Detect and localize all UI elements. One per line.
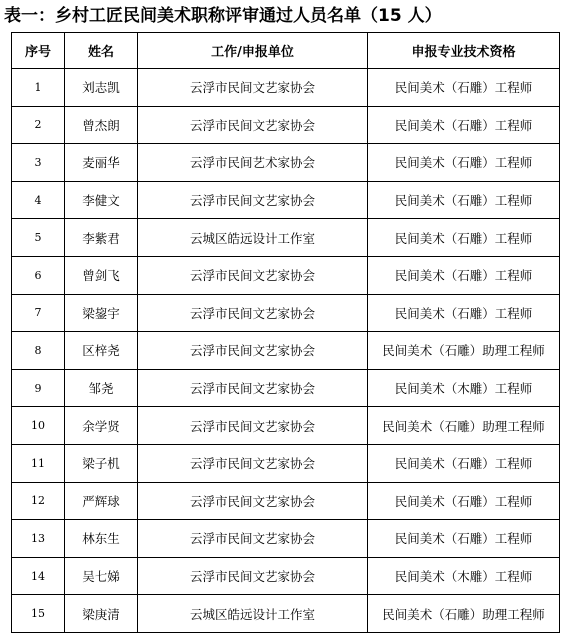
table-row — [12, 69, 560, 107]
cell-unit: 云浮市民间文艺家协会 — [138, 557, 368, 595]
cell-name: 曾剑飞 — [65, 256, 138, 294]
table-row — [12, 294, 560, 332]
table-row — [12, 595, 560, 633]
cell-unit: 云浮市民间艺术家协会 — [138, 144, 368, 182]
cell-qualification: 民间美术（石雕）工程师 — [368, 444, 560, 482]
table-body — [12, 69, 560, 633]
cell-unit: 云浮市民间文艺家协会 — [138, 407, 368, 445]
table-row — [12, 219, 560, 257]
cell-unit: 云浮市民间文艺家协会 — [138, 444, 368, 482]
cell-name: 刘志凯 — [65, 69, 138, 107]
cell-qualification: 民间美术（木雕）工程师 — [368, 557, 560, 595]
header-qualification: 申报专业技术资格 — [368, 33, 560, 69]
header-no: 序号 — [12, 33, 65, 69]
cell-no: 13 — [12, 520, 65, 558]
cell-name: 梁庚清 — [65, 595, 138, 633]
header-row — [12, 33, 560, 69]
cell-no: 8 — [12, 332, 65, 370]
cell-no: 2 — [12, 106, 65, 144]
header-unit: 工作/申报单位 — [138, 33, 368, 69]
cell-qualification: 民间美术（石雕）工程师 — [368, 106, 560, 144]
table-row — [12, 369, 560, 407]
cell-no: 3 — [12, 144, 65, 182]
table-row — [12, 482, 560, 520]
cell-qualification: 民间美术（石雕）工程师 — [368, 482, 560, 520]
cell-unit: 云浮市民间文艺家协会 — [138, 482, 368, 520]
cell-qualification: 民间美术（石雕）助理工程师 — [368, 407, 560, 445]
cell-qualification: 民间美术（石雕）助理工程师 — [368, 595, 560, 633]
table-row — [12, 144, 560, 182]
cell-qualification: 民间美术（木雕）工程师 — [368, 369, 560, 407]
cell-qualification: 民间美术（石雕）工程师 — [368, 520, 560, 558]
table-row — [12, 181, 560, 219]
cell-name: 梁鋆宇 — [65, 294, 138, 332]
cell-unit: 云浮市民间文艺家协会 — [138, 332, 368, 370]
cell-qualification: 民间美术（石雕）工程师 — [368, 294, 560, 332]
cell-no: 6 — [12, 256, 65, 294]
table-row — [12, 332, 560, 370]
cell-unit: 云浮市民间文艺家协会 — [138, 294, 368, 332]
cell-no: 12 — [12, 482, 65, 520]
cell-no: 10 — [12, 407, 65, 445]
cell-no: 14 — [12, 557, 65, 595]
header-name: 姓名 — [65, 33, 138, 69]
cell-qualification: 民间美术（石雕）助理工程师 — [368, 332, 560, 370]
table-row — [12, 106, 560, 144]
page-title: 表一：乡村工匠民间美术职称评审通过人员名单（15 人） — [4, 6, 442, 26]
cell-name: 梁子机 — [65, 444, 138, 482]
cell-qualification: 民间美术（石雕）工程师 — [368, 181, 560, 219]
cell-no: 9 — [12, 369, 65, 407]
cell-unit: 云浮市民间文艺家协会 — [138, 520, 368, 558]
cell-name: 区梓尧 — [65, 332, 138, 370]
cell-qualification: 民间美术（石雕）工程师 — [368, 219, 560, 257]
table-row — [12, 520, 560, 558]
table-row — [12, 557, 560, 595]
cell-name: 严辉球 — [65, 482, 138, 520]
cell-unit: 云浮市民间文艺家协会 — [138, 369, 368, 407]
cell-no: 7 — [12, 294, 65, 332]
cell-no: 15 — [12, 595, 65, 633]
cell-no: 1 — [12, 69, 65, 107]
cell-qualification: 民间美术（石雕）工程师 — [368, 69, 560, 107]
cell-unit: 云浮市民间文艺家协会 — [138, 181, 368, 219]
cell-name: 余学贤 — [65, 407, 138, 445]
cell-name: 李紫君 — [65, 219, 138, 257]
cell-unit: 云浮市民间文艺家协会 — [138, 69, 368, 107]
cell-name: 麦丽华 — [65, 144, 138, 182]
table-row — [12, 444, 560, 482]
table-row — [12, 256, 560, 294]
cell-qualification: 民间美术（石雕）工程师 — [368, 144, 560, 182]
cell-unit: 云浮市民间文艺家协会 — [138, 256, 368, 294]
roster-table — [11, 32, 560, 633]
table-header — [12, 33, 560, 69]
cell-no: 5 — [12, 219, 65, 257]
cell-name: 邹尧 — [65, 369, 138, 407]
cell-unit: 云城区皓远设计工作室 — [138, 595, 368, 633]
cell-qualification: 民间美术（石雕）工程师 — [368, 256, 560, 294]
cell-name: 林东生 — [65, 520, 138, 558]
cell-name: 李健文 — [65, 181, 138, 219]
cell-name: 吴七娣 — [65, 557, 138, 595]
cell-unit: 云城区皓远设计工作室 — [138, 219, 368, 257]
cell-name: 曾杰朗 — [65, 106, 138, 144]
cell-unit: 云浮市民间文艺家协会 — [138, 106, 368, 144]
cell-no: 4 — [12, 181, 65, 219]
cell-no: 11 — [12, 444, 65, 482]
table-row — [12, 407, 560, 445]
